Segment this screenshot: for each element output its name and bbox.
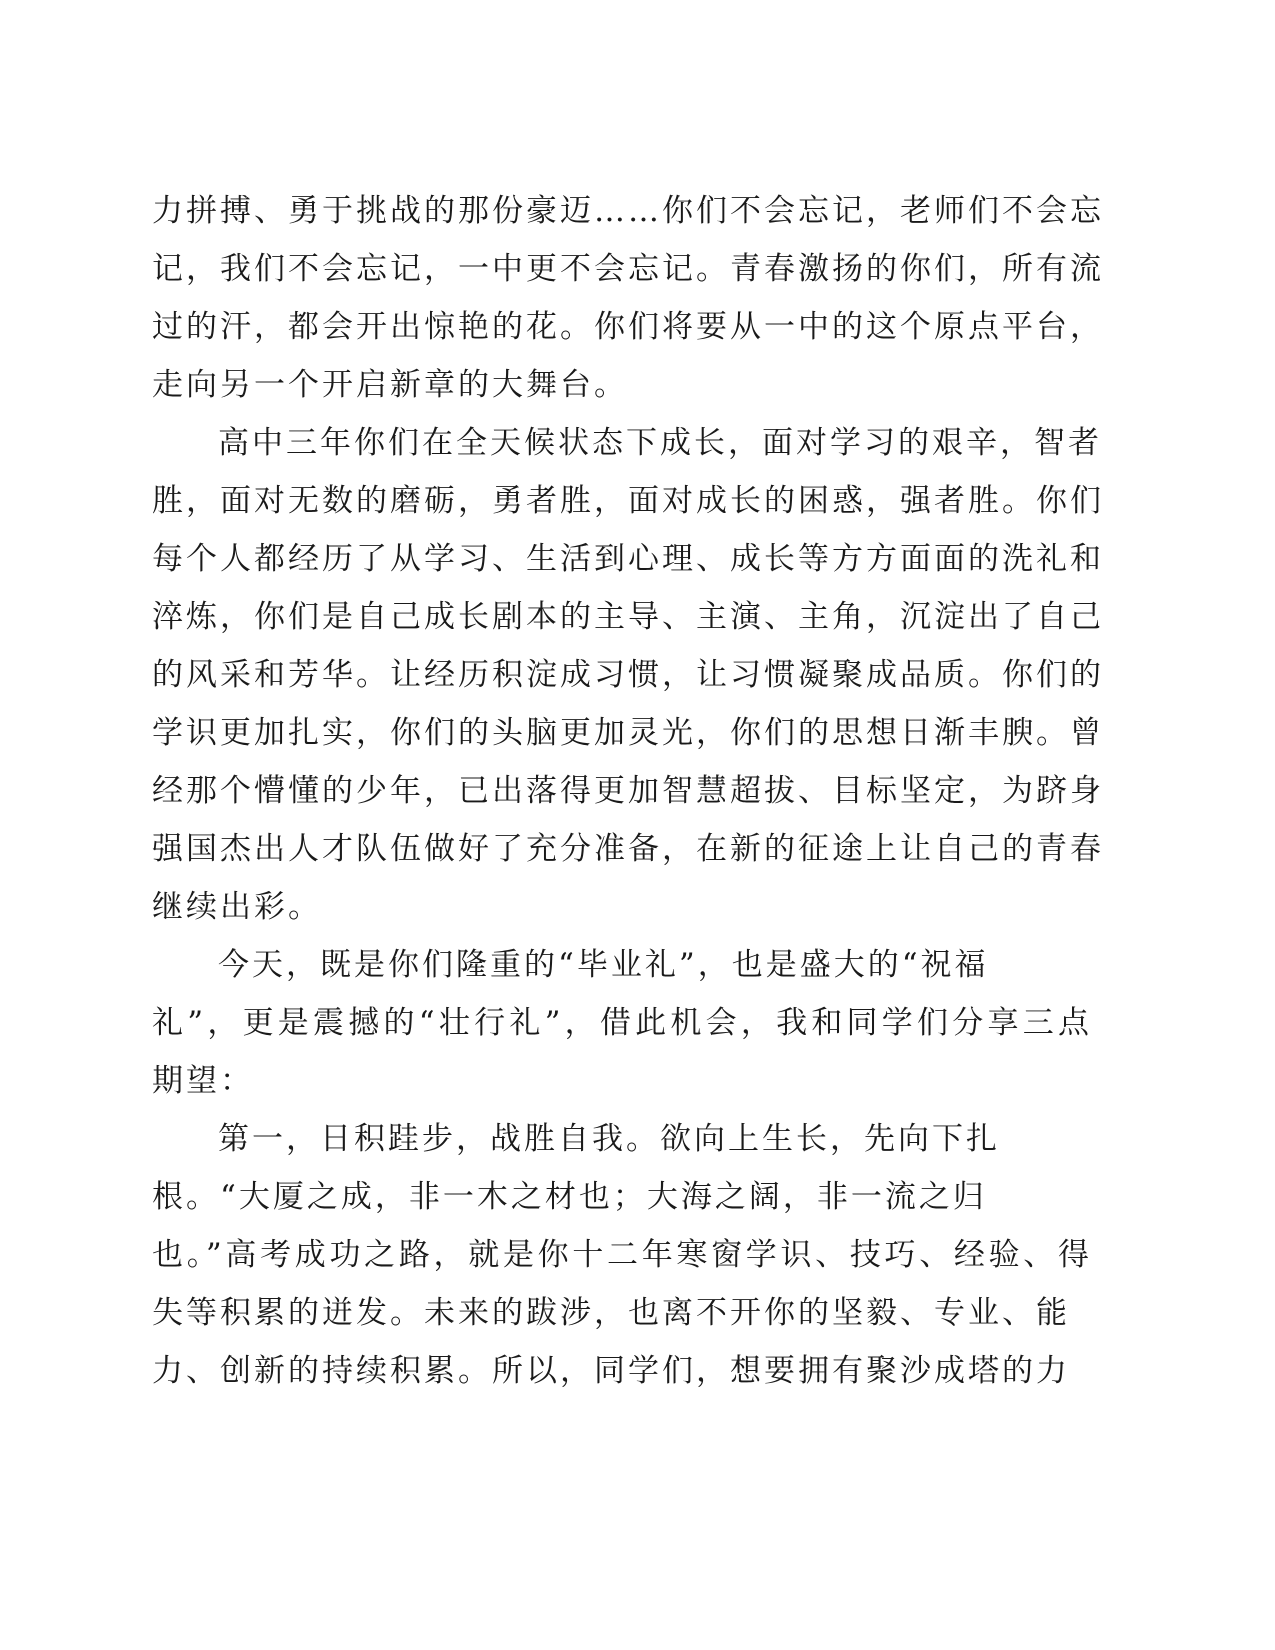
paragraph-2 xyxy=(152,414,1104,936)
paragraph-3 xyxy=(152,936,1092,1110)
text-line: 高中三年你们在全天候状态下成长，面对学习的艰辛，智者 xyxy=(218,425,1102,461)
paragraph-4 xyxy=(152,1110,1092,1400)
body-text xyxy=(152,182,1104,1400)
text-line: 胜，面对无数的磨砺，勇者胜，面对成长的困惑，强者胜。你们 xyxy=(152,483,1104,519)
text-line: 经那个懵懂的少年，已出落得更加智慧超拔、目标坚定，为跻身 xyxy=(152,773,1104,809)
text-line: 继续出彩。 xyxy=(152,889,322,925)
text-line: 也。”高考成功之路，就是你十二年寒窗学识、技巧、经验、得 xyxy=(152,1237,1092,1273)
text-line: 记，我们不会忘记，一中更不会忘记。青春激扬的你们，所有流 xyxy=(152,251,1104,287)
text-line: 的风采和芳华。让经历积淀成习惯，让习惯凝聚成品质。你们的 xyxy=(152,657,1104,693)
text-line: 今天，既是你们隆重的“毕业礼”，也是盛大的“祝福 xyxy=(218,947,989,983)
text-line: 学识更加扎实，你们的头脑更加灵光，你们的思想日渐丰腴。曾 xyxy=(152,715,1104,751)
text-line: 走向另一个开启新章的大舞台。 xyxy=(152,367,628,403)
text-line: 失等积累的迸发。未来的跋涉，也离不开你的坚毅、专业、能 xyxy=(152,1295,1070,1331)
text-line: 力、创新的持续积累。所以，同学们，想要拥有聚沙成塔的力 xyxy=(152,1353,1070,1389)
text-line: 每个人都经历了从学习、生活到心理、成长等方方面面的洗礼和 xyxy=(152,541,1104,577)
text-line: 过的汗，都会开出惊艳的花。你们将要从一中的这个原点平台， xyxy=(152,309,1104,345)
text-line: 淬炼，你们是自己成长剧本的主导、主演、主角，沉淀出了自己 xyxy=(152,599,1104,635)
paragraph-1 xyxy=(152,182,1104,414)
text-line: 第一，日积跬步，战胜自我。欲向上生长，先向下扎 xyxy=(218,1121,1000,1157)
text-line: 礼”，更是震撼的“壮行礼”，借此机会，我和同学们分享三点 xyxy=(152,1005,1092,1041)
text-line: 强国杰出人才队伍做好了充分准备，在新的征途上让自己的青春 xyxy=(152,831,1104,867)
text-line: 期望： xyxy=(152,1063,254,1099)
text-line: 根。“大厦之成，非一木之材也；大海之阔，非一流之归 xyxy=(152,1179,987,1215)
text-line: 力拼搏、勇于挑战的那份豪迈……你们不会忘记，老师们不会忘 xyxy=(152,193,1104,229)
